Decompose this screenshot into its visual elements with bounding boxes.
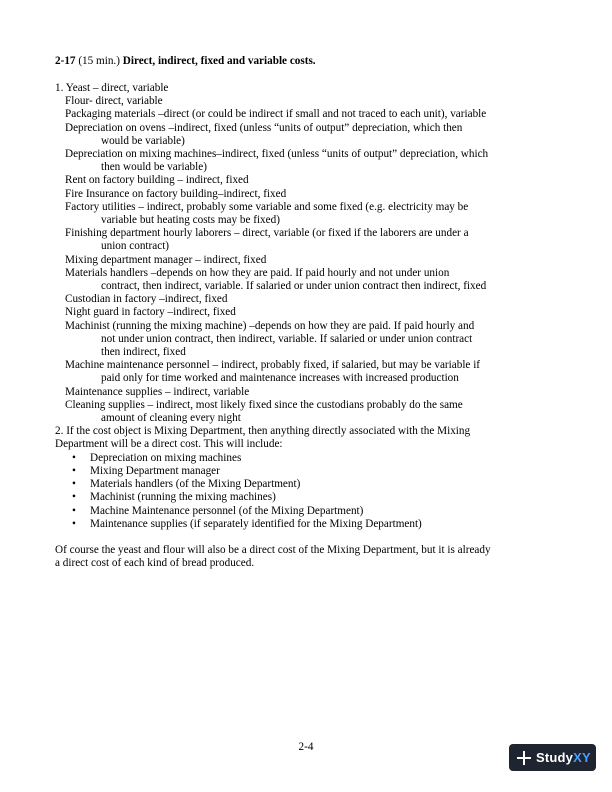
brand-main: Study bbox=[536, 749, 574, 765]
part-2-intro bbox=[55, 425, 555, 451]
plus-icon bbox=[517, 751, 531, 765]
bullet-item: • Mixing Department manager bbox=[72, 465, 555, 478]
cost-item-continuation: contract, then indirect, variable. If salaried or under union contract then indirect, fixed bbox=[101, 280, 487, 293]
cost-item-text: Machinist (running the mixing machine) –depends on how they are paid. If paid hourly and bbox=[65, 319, 475, 332]
cost-item-continuation: then indirect, fixed bbox=[101, 346, 186, 359]
part-2-intro-line: Department will be a direct cost. This will include: bbox=[55, 438, 283, 451]
problem-title: Direct, indirect, fixed and variable costs. bbox=[122, 55, 316, 67]
cost-item-continuation: then would be variable) bbox=[101, 161, 207, 174]
cost-item bbox=[55, 267, 555, 293]
cost-item bbox=[55, 188, 555, 201]
cost-item-continuation: would be variable) bbox=[101, 134, 185, 147]
cost-item bbox=[55, 95, 555, 108]
cost-item-text: Rent on factory building – indirect, fixed bbox=[65, 174, 249, 187]
bullet-item: • Materials handlers (of the Mixing Department) bbox=[72, 478, 555, 491]
closing-line: Of course the yeast and flour will also be a direct cost of the Mixing Department, but it is already bbox=[55, 543, 491, 556]
cost-item-continuation: paid only for time worked and maintenance increases with increased production bbox=[101, 372, 459, 385]
part-1-list bbox=[55, 82, 555, 425]
brand-name bbox=[536, 751, 591, 764]
cost-item bbox=[55, 108, 555, 121]
cost-item-text: Fire Insurance on factory building–indirect, fixed bbox=[65, 187, 287, 200]
problem-time: (15 min.) bbox=[78, 55, 120, 67]
cost-item bbox=[55, 122, 555, 148]
cost-item bbox=[55, 148, 555, 174]
problem-heading bbox=[55, 55, 316, 68]
cost-item-continuation: amount of cleaning every night bbox=[101, 412, 241, 425]
closing-paragraph bbox=[55, 544, 555, 570]
cost-item-text: Materials handlers –depends on how they are paid. If paid hourly and not under union bbox=[65, 266, 450, 279]
cost-item bbox=[55, 359, 555, 385]
page-number: 2-4 bbox=[298, 741, 314, 753]
brand-accent: XY bbox=[573, 749, 591, 765]
cost-item-text: Cleaning supplies – indirect, most likely fixed since the custodians probably do the same bbox=[65, 398, 463, 411]
cost-item bbox=[55, 82, 555, 95]
cost-item-text: 1. Yeast – direct, variable bbox=[55, 82, 169, 94]
problem-number: 2-17 bbox=[55, 55, 76, 67]
cost-item bbox=[55, 293, 555, 306]
cost-item bbox=[55, 254, 555, 267]
direct-cost-bullets bbox=[55, 452, 555, 531]
cost-item bbox=[55, 386, 555, 399]
cost-item-continuation: union contract) bbox=[101, 240, 170, 253]
cost-item-text: Depreciation on ovens –indirect, fixed (unless “units of output” depreciation, which then bbox=[65, 121, 463, 134]
closing-line: a direct cost of each kind of bread produced. bbox=[55, 557, 255, 570]
cost-item bbox=[55, 227, 555, 253]
cost-item-text: Night guard in factory –indirect, fixed bbox=[65, 306, 236, 319]
cost-item bbox=[55, 399, 555, 425]
cost-item-text: Flour- direct, variable bbox=[65, 95, 163, 108]
answer-body bbox=[55, 82, 555, 570]
bullet-item: • Machinist (running the mixing machines) bbox=[72, 491, 555, 504]
cost-item-text: Finishing department hourly laborers – direct, variable (or fixed if the laborers are under a bbox=[65, 227, 469, 240]
cost-item bbox=[55, 201, 555, 227]
cost-item-text: Maintenance supplies – indirect, variable bbox=[65, 385, 250, 398]
part-2-intro-line: 2. If the cost object is Mixing Department, then anything directly associated with the Mixing bbox=[55, 425, 471, 438]
cost-item-text: Depreciation on mixing machines–indirect, fixed (unless “units of output” depreciation, which bbox=[65, 148, 489, 161]
studyxy-badge[interactable] bbox=[509, 744, 596, 771]
cost-item-continuation: variable but heating costs may be fixed) bbox=[101, 214, 280, 227]
bullet-item: • Machine Maintenance personnel (of the Mixing Department) bbox=[72, 505, 555, 518]
cost-item bbox=[55, 320, 555, 360]
bullet-item: • Depreciation on mixing machines bbox=[72, 452, 555, 465]
cost-item-text: Machine maintenance personnel – indirect, probably fixed, if salaried, but may be variable if bbox=[65, 359, 481, 372]
bullet-item: • Maintenance supplies (if separately identified for the Mixing Department) bbox=[72, 518, 555, 531]
cost-item-text: Packaging materials –direct (or could be indirect if small and not traced to each unit), variable bbox=[65, 108, 487, 121]
cost-item bbox=[55, 174, 555, 187]
cost-item-text: Custodian in factory –indirect, fixed bbox=[65, 293, 228, 306]
cost-item-text: Mixing department manager – indirect, fixed bbox=[65, 253, 267, 266]
cost-item-text: Factory utilities – indirect, probably some variable and some fixed (e.g. electricity may be bbox=[65, 200, 469, 213]
cost-item bbox=[55, 306, 555, 319]
cost-item-continuation: not under union contract, then indirect, variable. If salaried or under union contract bbox=[101, 332, 473, 345]
